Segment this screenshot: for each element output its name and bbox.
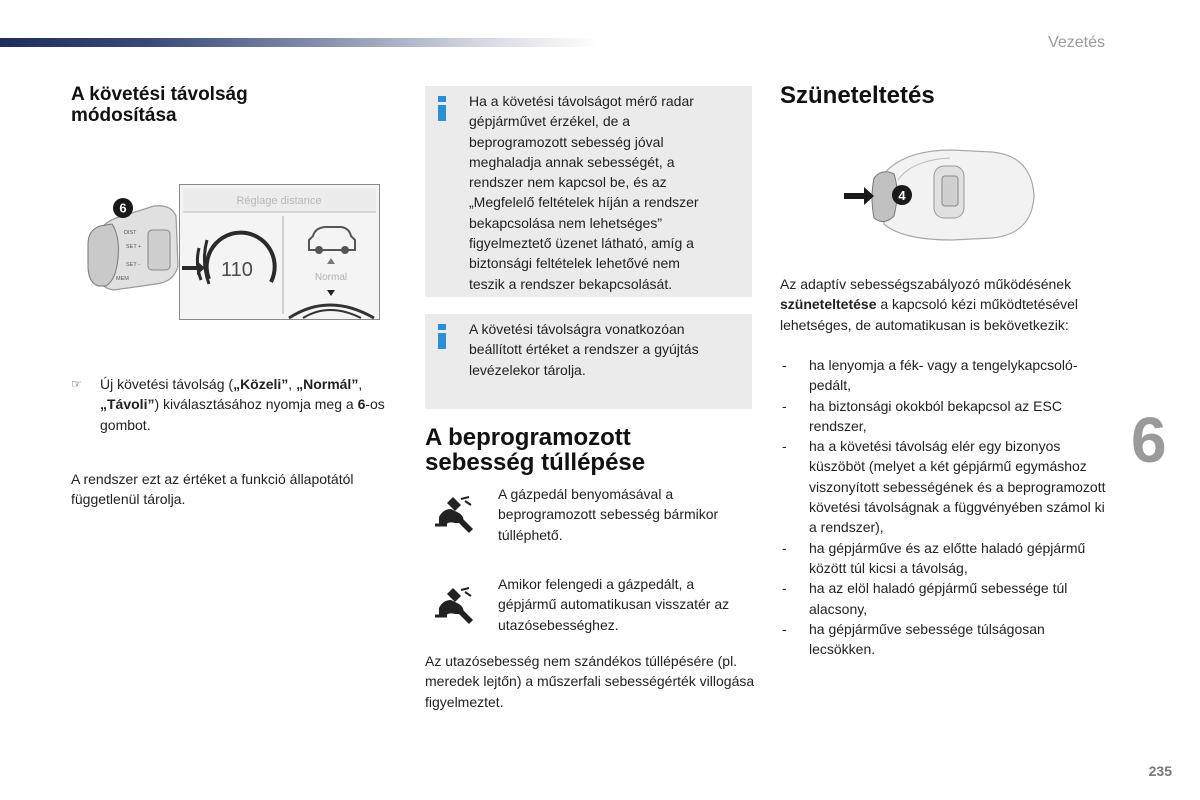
page-number: 235 bbox=[1148, 763, 1172, 779]
button-6-marker: 6 bbox=[119, 200, 127, 216]
paragraph-pause-intro: Az adaptív sebességszabályozó működésének szüneteltetése a kapcsoló kézi működtetésével lehetséges, de automatikusan is bekövetkezik: bbox=[780, 276, 1079, 333]
header-bar bbox=[0, 38, 600, 47]
speed-value: 110 bbox=[221, 259, 253, 281]
info-box-stored-distance bbox=[425, 314, 752, 409]
paragraph-stored-value: A rendszer ezt az értéket a funkció állapotától függetlenül tárolja. bbox=[71, 471, 354, 508]
info-text-stored-distance: A követési távolságra vonatkozóan beállított értéket a rendszer a gyújtás levézelekor tárolja. bbox=[469, 321, 699, 378]
list-item: - ha lenyomja a fék- vagy a tengelykapcsoló-pedált, bbox=[780, 355, 1110, 396]
heading-speed-override: A beprogramozott sebesség túllépése bbox=[425, 424, 646, 476]
bullet-marker: ☞ bbox=[71, 377, 82, 391]
pause-switch-illustration bbox=[842, 146, 1037, 246]
pause-conditions-list bbox=[780, 355, 1110, 659]
paragraph-release-accelerator: Amikor felengedi a gázpedált, a gépjármű automatikusan visszatér az utazósebességhez. bbox=[498, 576, 730, 633]
switch-label: MEM bbox=[116, 276, 129, 282]
mode-value: Normal bbox=[314, 272, 348, 283]
heading-pause: Szüneteltetés bbox=[780, 82, 935, 109]
distance-display-illustration bbox=[179, 184, 380, 320]
info-icon bbox=[437, 324, 447, 346]
list-item: - ha gépjárműve sebessége túlságosan lecsökken. bbox=[780, 619, 1110, 660]
info-box-radar bbox=[425, 86, 752, 297]
list-item: - ha gépjárműve és az előtte haladó gépjármű között túl kicsi a távolság, bbox=[780, 538, 1110, 579]
switch-label: DIST bbox=[124, 230, 137, 236]
info-text-radar: Ha a követési távolságot mérő radar gépjárművet érzékel, de a beprogramozott sebesség jóval meghaladja annak sebességét, a rendszer nem kapcsol be, és az „Megfelelő feltételek híján a rendszer bekapcsolása nem lehetséges” figyelmeztető üzenet látható, amíg a biztonsági feltételek lehetővé nem teszik a rendszer bekapcsolását. bbox=[469, 93, 699, 292]
button-4-marker: 4 bbox=[898, 188, 906, 203]
accelerator-release-icon bbox=[431, 586, 479, 626]
heading-following-distance: A követési távolság módosítása bbox=[71, 84, 248, 126]
switch-label: SET + bbox=[126, 244, 142, 250]
paragraph-press-accelerator: A gázpedál benyomásával a beprogramozott sebesség bármikor túlléphető. bbox=[498, 486, 719, 543]
info-icon bbox=[437, 96, 447, 118]
list-item: - ha biztonsági okokból bekapcsol az ESC rendszer, bbox=[780, 396, 1110, 437]
switch-label: SET - bbox=[126, 262, 140, 268]
section-title: Vezetés bbox=[1048, 34, 1105, 51]
accelerator-press-icon bbox=[431, 495, 479, 535]
display-title: Réglage distance bbox=[236, 195, 322, 207]
list-item: - ha az elöl haladó gépjármű sebessége túl alacsony, bbox=[780, 578, 1110, 619]
paragraph-unintended-overspeed: Az utazósebesség nem szándékos túllépésére (pl. meredek lejtőn) a műszerfali sebességérték villogása figyelmeztet. bbox=[425, 653, 755, 710]
list-item: - ha a követési távolság elér egy bizonyos küszöböt (melyet a két gépjármű egymáshoz viszonyított sebességének és a beprogramozott követési távolságnak a függvényében számol ki a rendszer), bbox=[780, 436, 1110, 537]
cruise-switch-illustration bbox=[86, 196, 186, 296]
bullet-new-distance: ☞ Új követési távolság („Közeli”, „Normál”, „Távoli”) kiválasztásához nyomja meg a 6-os gombot. bbox=[71, 376, 385, 433]
chapter-number: 6 bbox=[1131, 404, 1167, 476]
